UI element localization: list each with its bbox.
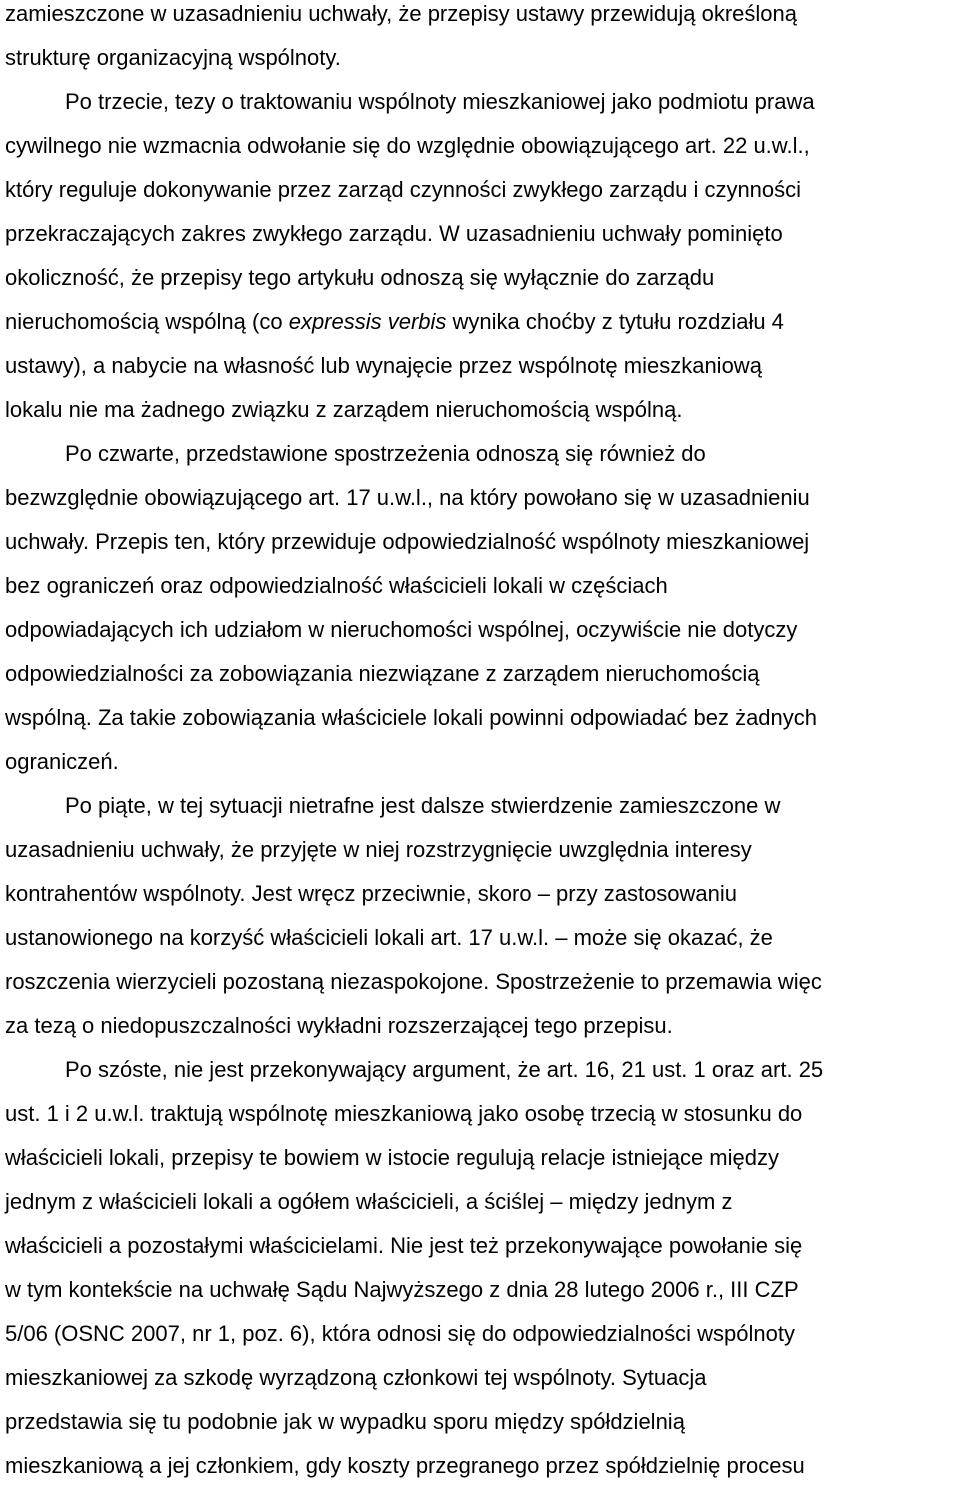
text-line: ust. 1 i 2 u.w.l. traktują wspólnotę mieszkaniową jako osobę trzecią w stosunku do — [5, 1101, 803, 1126]
text-line: właścicieli a pozostałymi właścicielami. Nie jest też przekonywające powołanie się — [5, 1233, 803, 1258]
text-line: przekraczających zakres zwykłego zarządu. W uzasadnieniu uchwały pominięto — [5, 221, 783, 246]
text-line: odpowiadających ich udziałom w nieruchomości wspólnej, oczywiście nie dotyczy — [5, 617, 798, 642]
text-segment: wynika choćby z tytułu rozdziału 4 — [446, 309, 784, 334]
text-line: mieszkaniową a jej członkiem, gdy koszty przegranego przez spółdzielnię procesu — [5, 1453, 805, 1478]
text-line: Po trzecie, tezy o traktowaniu wspólnoty mieszkaniowej jako podmiotu prawa — [65, 89, 815, 114]
text-line: uchwały. Przepis ten, który przewiduje odpowiedzialność wspólnoty mieszkaniowej — [5, 529, 810, 554]
text-line: ustawy), a nabycie na własność lub wynajęcie przez wspólnotę mieszkaniową — [5, 353, 762, 378]
text-line — [5, 300, 784, 344]
text-segment: nieruchomością wspólną (co — [5, 309, 289, 334]
text-line: uzasadnieniu uchwały, że przyjęte w niej rozstrzygnięcie uwzględnia interesy — [5, 837, 752, 862]
text-line: który reguluje dokonywanie przez zarząd czynności zwykłego zarządu i czynności — [5, 177, 802, 202]
text-line: Po szóste, nie jest przekonywający argument, że art. 16, 21 ust. 1 oraz art. 25 — [65, 1057, 824, 1082]
text-line: 5/06 (OSNC 2007, nr 1, poz. 6), która odnosi się do odpowiedzialności wspólnoty — [5, 1321, 795, 1346]
text-line: w tym kontekście na uchwałę Sądu Najwyższego z dnia 28 lutego 2006 r., III CZP — [5, 1277, 799, 1302]
text-line: strukturę organizacyjną wspólnoty. — [5, 45, 341, 70]
text-line: bez ograniczeń oraz odpowiedzialność właścicieli lokali w częściach — [5, 573, 668, 598]
text-line: cywilnego nie wzmacnia odwołanie się do względnie obowiązującego art. 22 u.w.l., — [5, 133, 810, 158]
text-line: ograniczeń. — [5, 749, 119, 774]
text-line: bezwzględnie obowiązującego art. 17 u.w.l., na który powołano się w uzasadnieniu — [5, 485, 810, 510]
text-line: za tezą o niedopuszczalności wykładni rozszerzającej tego przepisu. — [5, 1013, 673, 1038]
text-line: odpowiedzialności za zobowiązania niezwiązane z zarządem nieruchomością — [5, 661, 760, 686]
text-line: wspólną. Za takie zobowiązania właściciele lokali powinni odpowiadać bez żadnych — [5, 705, 818, 730]
text-line: roszczenia wierzycieli pozostaną niezaspokojone. Spostrzeżenie to przemawia więc — [5, 969, 822, 994]
italic-latin-phrase: expressis verbis — [288, 309, 447, 334]
text-line: przedstawia się tu podobnie jak w wypadku sporu między spółdzielnią — [5, 1409, 685, 1434]
text-line: właścicieli lokali, przepisy te bowiem w istocie regulują relacje istniejące między — [5, 1145, 779, 1170]
text-line: Po czwarte, przedstawione spostrzeżenia odnoszą się również do — [65, 441, 706, 466]
text-line: Po piąte, w tej sytuacji nietrafne jest dalsze stwierdzenie zamieszczone w — [65, 793, 781, 818]
text-line: jednym z właścicieli lokali a ogółem właścicieli, a ściślej – między jednym z — [5, 1189, 733, 1214]
text-line: mieszkaniowej za szkodę wyrządzoną członkowi tej wspólnoty. Sytuacja — [5, 1365, 707, 1390]
text-line: kontrahentów wspólnoty. Jest wręcz przeciwnie, skoro – przy zastosowaniu — [5, 881, 738, 906]
text-line: zamieszczone w uzasadnieniu uchwały, że przepisy ustawy przewidują określoną — [5, 1, 797, 26]
text-line: lokalu nie ma żadnego związku z zarządem nieruchomością wspólną. — [5, 397, 683, 422]
text-line: ustanowionego na korzyść właścicieli lokali art. 17 u.w.l. – może się okazać, że — [5, 925, 773, 950]
text-line: okoliczność, że przepisy tego artykułu odnoszą się wyłącznie do zarządu — [5, 265, 715, 290]
